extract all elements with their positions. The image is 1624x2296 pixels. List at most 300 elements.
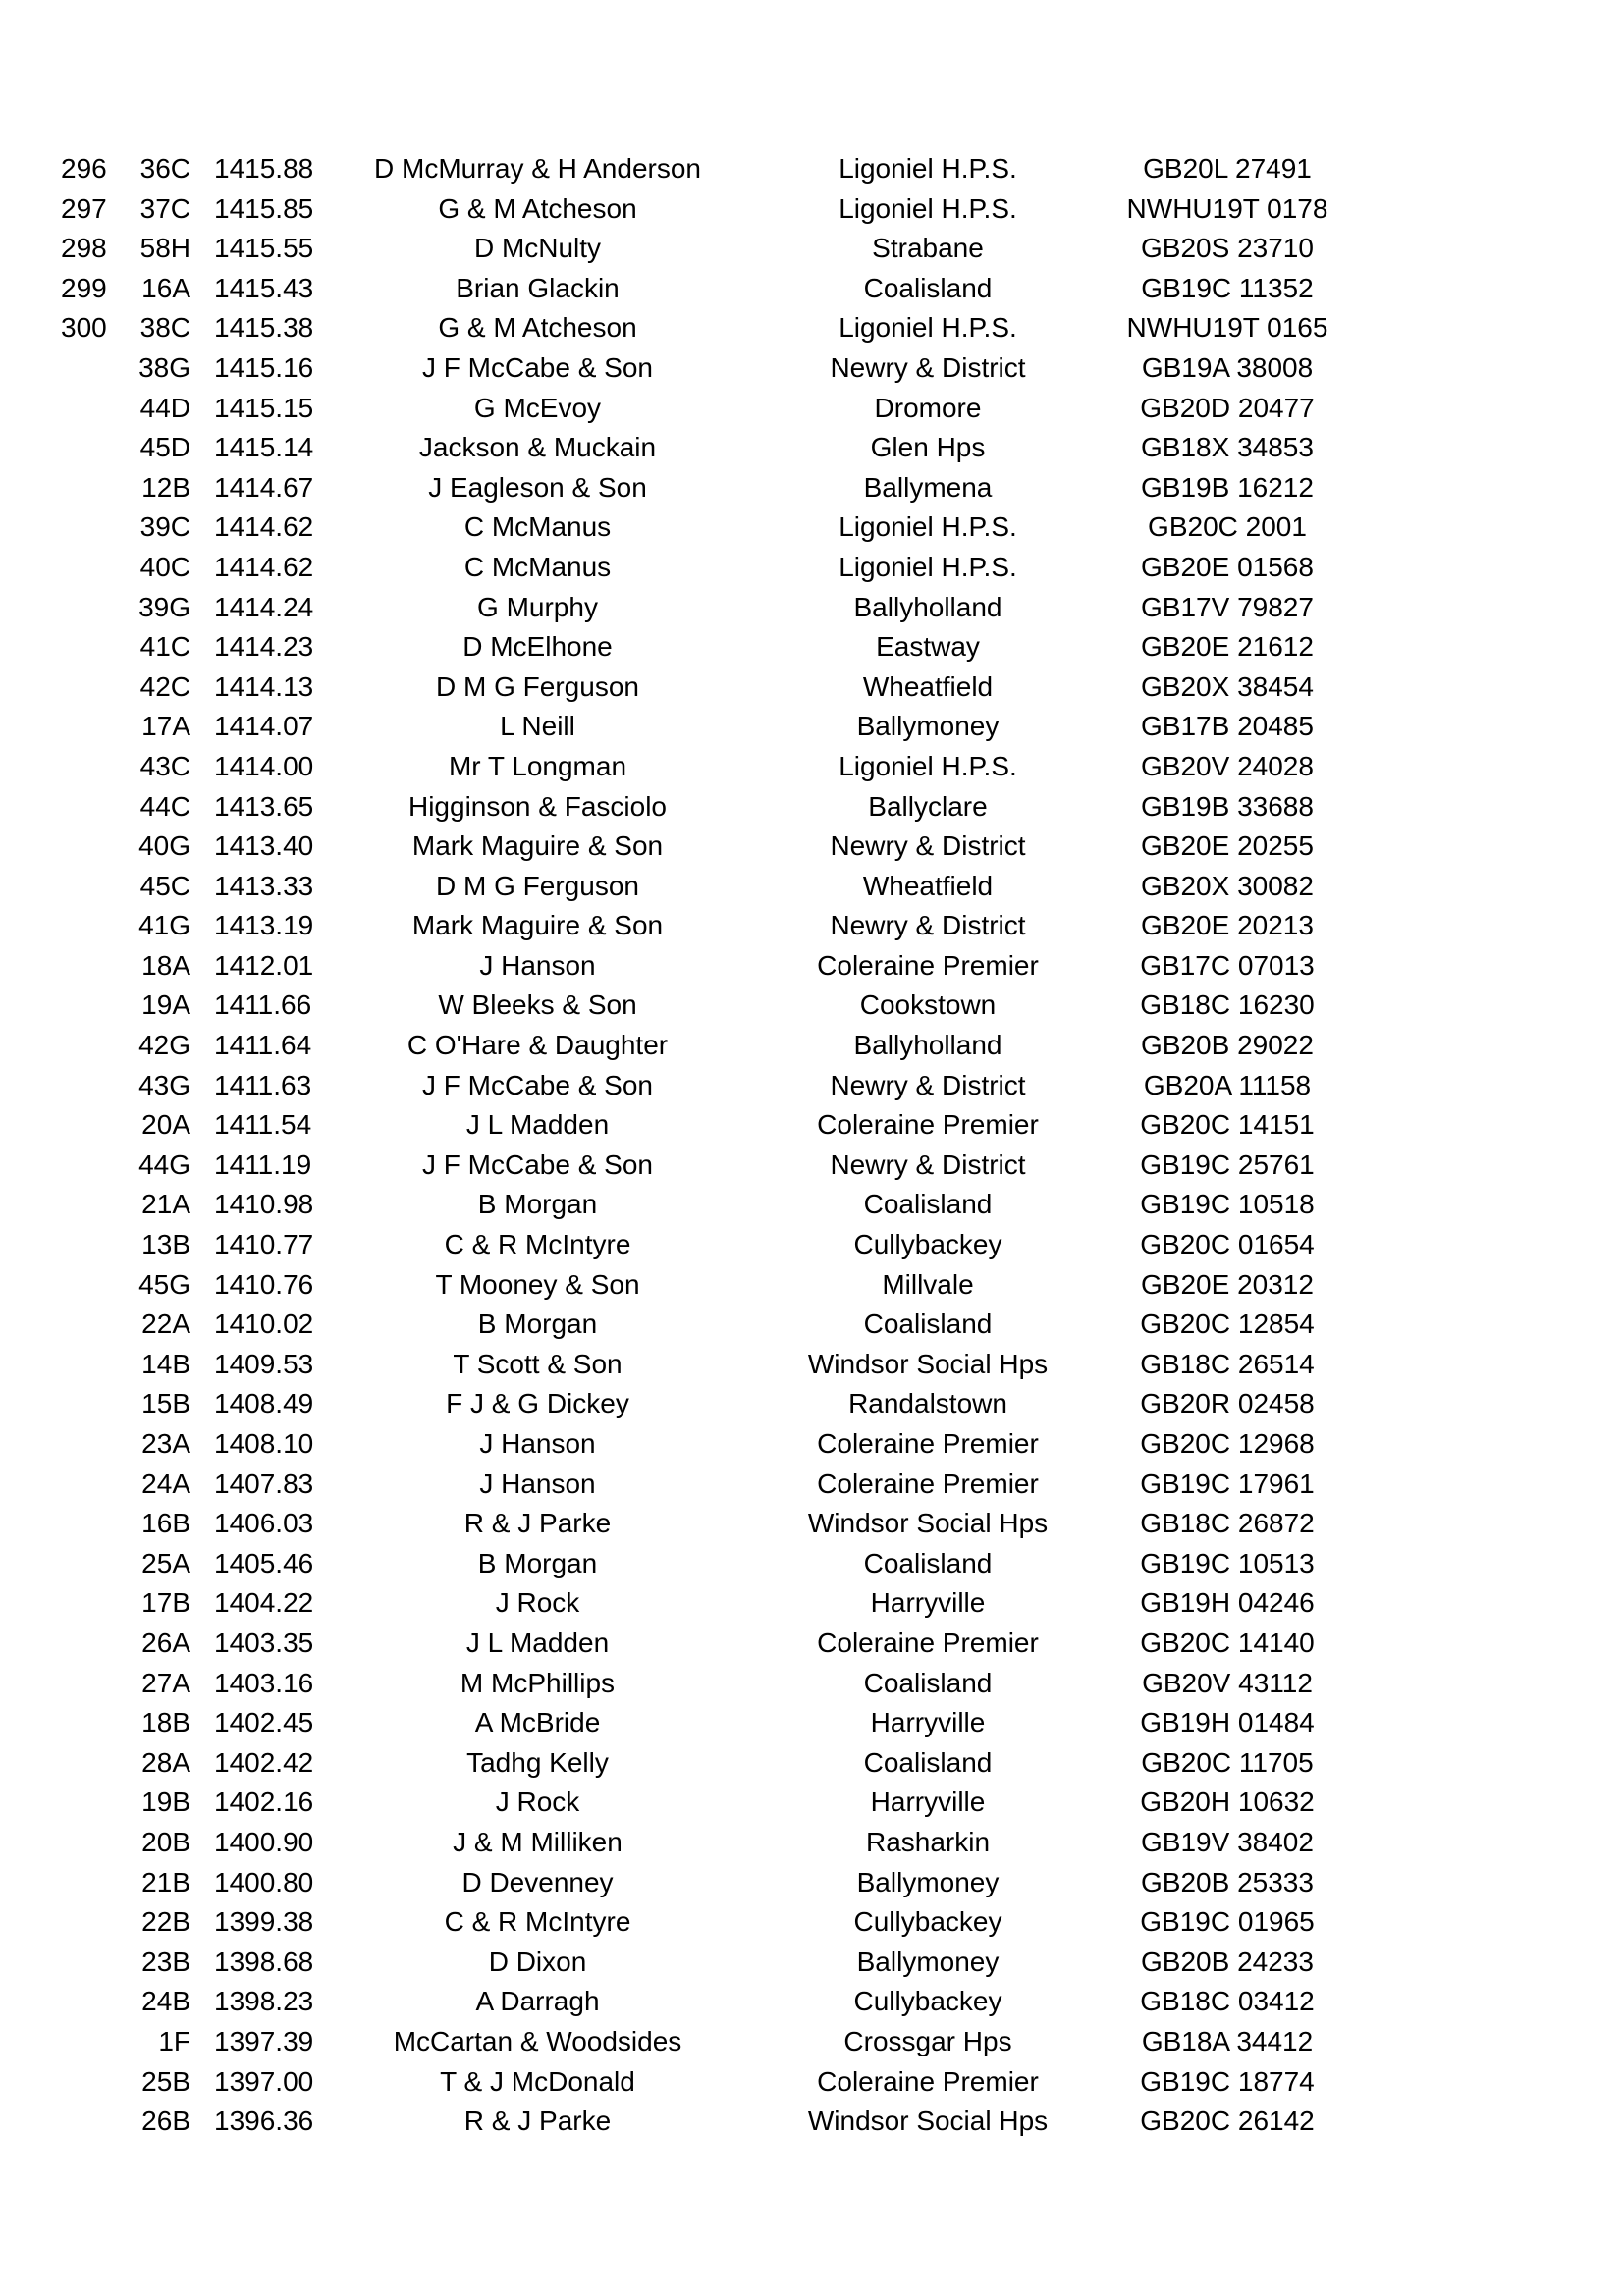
club-cell: Newry & District <box>830 910 1026 941</box>
ring-number-cell: GB20E 21612 <box>1141 631 1314 663</box>
table-row <box>0 827 1624 867</box>
ring-number-cell: GB19B 33688 <box>1141 790 1314 822</box>
velocity-cell: 1410.76 <box>214 1268 314 1300</box>
table-row <box>0 1026 1624 1066</box>
member-name-cell: J Rock <box>495 1787 580 1818</box>
member-name-cell: J & M Milliken <box>453 1826 623 1857</box>
member-name-cell: Brian Glackin <box>456 272 620 303</box>
velocity-cell: 1408.49 <box>214 1388 314 1419</box>
club-cell: Crossgar Hps <box>843 2025 1012 2056</box>
table-row <box>0 308 1624 348</box>
member-name-cell: J Hanson <box>479 949 596 981</box>
velocity-cell: 1415.85 <box>214 192 314 224</box>
pen-cell: 16A <box>141 272 190 303</box>
pen-cell: 39C <box>139 511 190 543</box>
club-cell: Ballyholland <box>853 591 1002 622</box>
pen-cell: 25A <box>141 1547 190 1578</box>
pen-cell: 20B <box>141 1826 190 1857</box>
velocity-cell: 1413.65 <box>214 790 314 822</box>
table-row <box>0 946 1624 987</box>
velocity-cell: 1402.42 <box>214 1746 314 1778</box>
ring-number-cell: GB20E 01568 <box>1141 551 1314 582</box>
member-name-cell: J F McCabe & Son <box>422 351 653 383</box>
club-cell: Rasharkin <box>865 1826 991 1857</box>
ring-number-cell: GB20C 14140 <box>1140 1627 1315 1658</box>
pen-cell: 41C <box>139 631 190 663</box>
member-name-cell: B Morgan <box>477 1308 598 1340</box>
pen-cell: 18A <box>141 949 190 981</box>
club-cell: Wheatfield <box>862 870 994 901</box>
ring-number-cell: GB20X 30082 <box>1141 870 1314 901</box>
pen-cell: 22A <box>141 1308 190 1340</box>
club-cell: Cookstown <box>859 989 997 1021</box>
table-row <box>0 507 1624 548</box>
ring-number-cell: GB19H 04246 <box>1140 1587 1315 1619</box>
pen-cell: 42G <box>138 1030 190 1061</box>
pen-cell: 44D <box>139 392 190 423</box>
pen-cell: 41G <box>138 910 190 941</box>
velocity-cell: 1414.07 <box>214 711 314 742</box>
velocity-cell: 1414.62 <box>214 551 314 582</box>
velocity-cell: 1402.45 <box>214 1707 314 1738</box>
club-cell: Coleraine Premier <box>817 2065 1039 2097</box>
member-name-cell: J F McCabe & Son <box>422 1148 653 1180</box>
ring-number-cell: GB20X 38454 <box>1141 670 1314 702</box>
table-row <box>0 1225 1624 1265</box>
pen-cell: 15B <box>141 1388 190 1419</box>
velocity-cell: 1413.19 <box>214 910 314 941</box>
ring-number-cell: GB19C 18774 <box>1140 2065 1315 2097</box>
pen-cell: 13B <box>141 1229 190 1260</box>
ring-number-cell: GB20C 26142 <box>1140 2106 1315 2137</box>
velocity-cell: 1411.19 <box>214 1148 312 1180</box>
club-cell: Harryville <box>870 1787 986 1818</box>
ring-number-cell: GB18A 34412 <box>1141 2025 1314 2056</box>
table-row <box>0 189 1624 230</box>
pen-cell: 19B <box>141 1787 190 1818</box>
results-table <box>0 149 1624 2142</box>
pen-cell: 58H <box>139 233 190 264</box>
member-name-cell: C & R McIntyre <box>444 1906 631 1938</box>
club-cell: Ballyholland <box>853 1030 1002 1061</box>
table-row <box>0 1823 1624 1863</box>
pen-cell: 38G <box>138 351 190 383</box>
table-row <box>0 1504 1624 1544</box>
rank-cell: 297 <box>61 192 107 224</box>
member-name-cell: R & J Parke <box>463 1508 612 1539</box>
velocity-cell: 1400.80 <box>214 1866 314 1897</box>
club-cell: Ligoniel H.P.S. <box>839 153 1017 184</box>
table-row <box>0 1863 1624 1903</box>
member-name-cell: R & J Parke <box>463 2106 612 2137</box>
pen-cell: 22B <box>141 1906 190 1938</box>
pen-cell: 28A <box>141 1746 190 1778</box>
pen-cell: 16B <box>141 1508 190 1539</box>
ring-number-cell: GB20E 20312 <box>1141 1268 1314 1300</box>
ring-number-cell: GB19V 38402 <box>1141 1826 1314 1857</box>
velocity-cell: 1411.54 <box>214 1109 312 1141</box>
table-row <box>0 1743 1624 1784</box>
member-name-cell: J L Madden <box>465 1109 610 1141</box>
member-name-cell: L Neill <box>500 711 575 742</box>
ring-number-cell: GB20C 12854 <box>1140 1308 1315 1340</box>
pen-cell: 43G <box>138 1069 190 1100</box>
ring-number-cell: GB17V 79827 <box>1141 591 1314 622</box>
rank-cell: 298 <box>61 233 107 264</box>
velocity-cell: 1396.36 <box>214 2106 314 2137</box>
table-row <box>0 468 1624 508</box>
member-name-cell: C & R McIntyre <box>444 1229 631 1260</box>
table-row <box>0 667 1624 708</box>
club-cell: Ligoniel H.P.S. <box>839 192 1017 224</box>
velocity-cell: 1403.16 <box>214 1667 314 1698</box>
velocity-cell: 1409.53 <box>214 1348 314 1379</box>
club-cell: Cullybackey <box>853 1229 1002 1260</box>
velocity-cell: 1414.00 <box>214 750 314 781</box>
table-row <box>0 906 1624 946</box>
velocity-cell: 1414.67 <box>214 471 314 503</box>
club-cell: Coleraine Premier <box>817 1468 1039 1499</box>
club-cell: Windsor Social Hps <box>807 2106 1049 2137</box>
velocity-cell: 1414.23 <box>214 631 314 663</box>
member-name-cell: D McMurray & H Anderson <box>374 153 701 184</box>
table-row <box>0 2102 1624 2142</box>
club-cell: Harryville <box>870 1587 986 1619</box>
ring-number-cell: GB18C 26514 <box>1140 1348 1315 1379</box>
pen-cell: 17B <box>141 1587 190 1619</box>
ring-number-cell: GB20B 24233 <box>1141 1946 1314 1977</box>
velocity-cell: 1408.10 <box>214 1428 314 1459</box>
table-row <box>0 588 1624 628</box>
pen-cell: 12B <box>141 471 190 503</box>
club-cell: Coalisland <box>863 1308 993 1340</box>
ring-number-cell: GB20D 20477 <box>1140 392 1315 423</box>
pen-cell: 44C <box>139 790 190 822</box>
pen-cell: 26B <box>141 2106 190 2137</box>
club-cell: Harryville <box>870 1707 986 1738</box>
member-name-cell: Mr T Longman <box>448 750 627 781</box>
club-cell: Ligoniel H.P.S. <box>839 312 1017 344</box>
velocity-cell: 1410.02 <box>214 1308 314 1340</box>
velocity-cell: 1415.16 <box>214 351 314 383</box>
club-cell: Windsor Social Hps <box>807 1508 1049 1539</box>
table-row <box>0 1105 1624 1146</box>
table-row <box>0 986 1624 1026</box>
ring-number-cell: GB17C 07013 <box>1140 949 1315 981</box>
ring-number-cell: NWHU19T 0165 <box>1126 312 1328 344</box>
club-cell: Dromore <box>874 392 982 423</box>
member-name-cell: J F McCabe & Son <box>422 1069 653 1100</box>
table-row <box>0 2022 1624 2062</box>
velocity-cell: 1407.83 <box>214 1468 314 1499</box>
club-cell: Coalisland <box>863 1547 993 1578</box>
table-row <box>0 1664 1624 1704</box>
ring-number-cell: GB20V 24028 <box>1141 750 1314 781</box>
ring-number-cell: GB19C 11352 <box>1141 272 1314 303</box>
table-row <box>0 1345 1624 1385</box>
pen-cell: 45C <box>139 870 190 901</box>
ring-number-cell: GB18C 26872 <box>1140 1508 1315 1539</box>
velocity-cell: 1411.66 <box>214 989 312 1021</box>
velocity-cell: 1398.23 <box>214 1986 314 2017</box>
ring-number-cell: GB20S 23710 <box>1141 233 1314 264</box>
rank-cell: 300 <box>61 312 107 344</box>
pen-cell: 27A <box>141 1667 190 1698</box>
club-cell: Coleraine Premier <box>817 1428 1039 1459</box>
ring-number-cell: GB20E 20213 <box>1141 910 1314 941</box>
table-row <box>0 389 1624 429</box>
ring-number-cell: GB17B 20485 <box>1141 711 1314 742</box>
velocity-cell: 1402.16 <box>214 1787 314 1818</box>
member-name-cell: G & M Atcheson <box>438 312 637 344</box>
member-name-cell: B Morgan <box>477 1189 598 1220</box>
member-name-cell: Mark Maguire & Son <box>411 910 664 941</box>
velocity-cell: 1411.64 <box>214 1030 312 1061</box>
velocity-cell: 1415.14 <box>214 432 314 463</box>
table-row <box>0 229 1624 269</box>
table-row <box>0 747 1624 787</box>
member-name-cell: C O'Hare & Daughter <box>406 1030 669 1061</box>
pen-cell: 18B <box>141 1707 190 1738</box>
table-row <box>0 787 1624 828</box>
club-cell: Coalisland <box>863 1189 993 1220</box>
pen-cell: 21A <box>141 1189 190 1220</box>
table-row <box>0 1583 1624 1624</box>
ring-number-cell: GB20L 27491 <box>1143 153 1312 184</box>
member-name-cell: McCartan & Woodsides <box>393 2025 682 2056</box>
member-name-cell: W Bleeks & Son <box>438 989 637 1021</box>
member-name-cell: C McManus <box>463 511 612 543</box>
ring-number-cell: GB20B 29022 <box>1141 1030 1314 1061</box>
club-cell: Coleraine Premier <box>817 1627 1039 1658</box>
velocity-cell: 1415.55 <box>214 233 314 264</box>
velocity-cell: 1399.38 <box>214 1906 314 1938</box>
club-cell: Ligoniel H.P.S. <box>839 511 1017 543</box>
table-row <box>0 1066 1624 1106</box>
member-name-cell: J Hanson <box>479 1468 596 1499</box>
pen-cell: 14B <box>141 1348 190 1379</box>
table-row <box>0 1384 1624 1424</box>
table-row <box>0 1783 1624 1823</box>
member-name-cell: Mark Maguire & Son <box>411 830 664 862</box>
club-cell: Cullybackey <box>853 1986 1002 2017</box>
ring-number-cell: GB19B 16212 <box>1141 471 1314 503</box>
table-row <box>0 1982 1624 2022</box>
club-cell: Windsor Social Hps <box>807 1348 1049 1379</box>
pen-cell: 21B <box>141 1866 190 1897</box>
ring-number-cell: GB20C 01654 <box>1140 1229 1315 1260</box>
club-cell: Eastway <box>876 631 980 663</box>
pen-cell: 37C <box>139 192 190 224</box>
pen-cell: 40G <box>138 830 190 862</box>
club-cell: Coleraine Premier <box>817 1109 1039 1141</box>
velocity-cell: 1415.15 <box>214 392 314 423</box>
pen-cell: 20A <box>141 1109 190 1141</box>
member-name-cell: G Murphy <box>477 591 598 622</box>
club-cell: Ballymoney <box>856 711 1000 742</box>
table-row <box>0 707 1624 747</box>
club-cell: Glen Hps <box>870 432 986 463</box>
club-cell: Coleraine Premier <box>817 949 1039 981</box>
velocity-cell: 1411.63 <box>214 1069 312 1100</box>
pen-cell: 45G <box>138 1268 190 1300</box>
table-row <box>0 1424 1624 1465</box>
velocity-cell: 1415.88 <box>214 153 314 184</box>
club-cell: Ballyclare <box>868 790 988 822</box>
velocity-cell: 1410.98 <box>214 1189 314 1220</box>
ring-number-cell: GB20V 43112 <box>1142 1667 1313 1698</box>
velocity-cell: 1414.62 <box>214 511 314 543</box>
member-name-cell: T & J McDonald <box>440 2065 635 2097</box>
table-row <box>0 1624 1624 1664</box>
table-row <box>0 1465 1624 1505</box>
ring-number-cell: GB20R 02458 <box>1140 1388 1315 1419</box>
pen-cell: 1F <box>158 2025 190 2056</box>
member-name-cell: T Scott & Son <box>453 1348 623 1379</box>
member-name-cell: D M G Ferguson <box>436 870 639 901</box>
member-name-cell: J L Madden <box>465 1627 610 1658</box>
member-name-cell: M McPhillips <box>460 1667 616 1698</box>
table-row <box>0 1265 1624 1306</box>
member-name-cell: B Morgan <box>477 1547 598 1578</box>
velocity-cell: 1415.43 <box>214 272 314 303</box>
table-row <box>0 1544 1624 1584</box>
table-row <box>0 2062 1624 2103</box>
ring-number-cell: GB20A 11158 <box>1143 1069 1312 1100</box>
ring-number-cell: GB20C 11705 <box>1141 1746 1314 1778</box>
velocity-cell: 1404.22 <box>214 1587 314 1619</box>
member-name-cell: D McElhone <box>462 631 613 663</box>
ring-number-cell: GB19C 10513 <box>1140 1547 1315 1578</box>
ring-number-cell: GB20H 10632 <box>1140 1787 1315 1818</box>
member-name-cell: D Devenney <box>461 1866 614 1897</box>
table-row <box>0 1305 1624 1345</box>
ring-number-cell: GB20B 25333 <box>1141 1866 1314 1897</box>
member-name-cell: G McEvoy <box>473 392 602 423</box>
table-row <box>0 1703 1624 1743</box>
pen-cell: 39G <box>138 591 190 622</box>
velocity-cell: 1414.24 <box>214 591 314 622</box>
club-cell: Newry & District <box>830 1148 1026 1180</box>
velocity-cell: 1414.13 <box>214 670 314 702</box>
club-cell: Coalisland <box>863 1667 993 1698</box>
club-cell: Newry & District <box>830 830 1026 862</box>
velocity-cell: 1397.39 <box>214 2025 314 2056</box>
table-row <box>0 269 1624 309</box>
pen-cell: 43C <box>139 750 190 781</box>
table-row <box>0 627 1624 667</box>
ring-number-cell: GB19C 17961 <box>1140 1468 1315 1499</box>
member-name-cell: J Hanson <box>479 1428 596 1459</box>
velocity-cell: 1406.03 <box>214 1508 314 1539</box>
velocity-cell: 1412.01 <box>214 949 314 981</box>
member-name-cell: D McNulty <box>473 233 602 264</box>
club-cell: Wheatfield <box>862 670 994 702</box>
pen-cell: 36C <box>139 153 190 184</box>
member-name-cell: J Rock <box>495 1587 580 1619</box>
ring-number-cell: GB18C 03412 <box>1140 1986 1315 2017</box>
ring-number-cell: GB19C 10518 <box>1140 1189 1315 1220</box>
velocity-cell: 1398.68 <box>214 1946 314 1977</box>
member-name-cell: F J & G Dickey <box>446 1388 629 1419</box>
member-name-cell: Higginson & Fasciolo <box>407 790 668 822</box>
member-name-cell: A Darragh <box>475 1986 600 2017</box>
club-cell: Millvale <box>882 1268 974 1300</box>
pen-cell: 44G <box>138 1148 190 1180</box>
member-name-cell: D M G Ferguson <box>436 670 639 702</box>
club-cell: Randalstown <box>848 1388 1007 1419</box>
pen-cell: 38C <box>139 312 190 344</box>
table-row <box>0 548 1624 588</box>
club-cell: Coalisland <box>863 1746 993 1778</box>
member-name-cell: J Eagleson & Son <box>428 471 647 503</box>
member-name-cell: G & M Atcheson <box>438 192 637 224</box>
ring-number-cell: NWHU19T 0178 <box>1126 192 1328 224</box>
table-row <box>0 1902 1624 1943</box>
pen-cell: 40C <box>139 551 190 582</box>
club-cell: Coalisland <box>863 272 993 303</box>
member-name-cell: T Mooney & Son <box>435 1268 640 1300</box>
club-cell: Cullybackey <box>853 1906 1002 1938</box>
table-row <box>0 149 1624 189</box>
pen-cell: 26A <box>141 1627 190 1658</box>
club-cell: Ballymoney <box>856 1946 1000 1977</box>
ring-number-cell: GB19C 25761 <box>1140 1148 1315 1180</box>
member-name-cell: A McBride <box>474 1707 601 1738</box>
velocity-cell: 1405.46 <box>214 1547 314 1578</box>
velocity-cell: 1410.77 <box>214 1229 314 1260</box>
club-cell: Strabane <box>872 233 984 264</box>
ring-number-cell: GB19H 01484 <box>1140 1707 1315 1738</box>
member-name-cell: C McManus <box>463 551 612 582</box>
rank-cell: 296 <box>61 153 107 184</box>
pen-cell: 45D <box>139 432 190 463</box>
velocity-cell: 1403.35 <box>214 1627 314 1658</box>
club-cell: Ballymoney <box>856 1866 1000 1897</box>
club-cell: Newry & District <box>830 1069 1026 1100</box>
ring-number-cell: GB20C 14151 <box>1140 1109 1315 1141</box>
member-name-cell: Jackson & Muckain <box>418 432 657 463</box>
pen-cell: 23A <box>141 1428 190 1459</box>
pen-cell: 19A <box>141 989 190 1021</box>
pen-cell: 23B <box>141 1946 190 1977</box>
velocity-cell: 1415.38 <box>214 312 314 344</box>
pen-cell: 17A <box>141 711 190 742</box>
ring-number-cell: GB19A 38008 <box>1141 351 1314 383</box>
club-cell: Ligoniel H.P.S. <box>839 750 1017 781</box>
ring-number-cell: GB20E 20255 <box>1141 830 1314 862</box>
ring-number-cell: GB20C 2001 <box>1148 511 1307 543</box>
ring-number-cell: GB18X 34853 <box>1141 432 1314 463</box>
ring-number-cell: GB19C 01965 <box>1140 1906 1315 1938</box>
table-row <box>0 348 1624 389</box>
table-row <box>0 1185 1624 1225</box>
pen-cell: 24A <box>141 1468 190 1499</box>
ring-number-cell: GB18C 16230 <box>1140 989 1315 1021</box>
table-row <box>0 867 1624 907</box>
table-row <box>0 1146 1624 1186</box>
pen-cell: 42C <box>139 670 190 702</box>
velocity-cell: 1400.90 <box>214 1826 314 1857</box>
rank-cell: 299 <box>61 272 107 303</box>
ring-number-cell: GB20C 12968 <box>1140 1428 1315 1459</box>
club-cell: Ligoniel H.P.S. <box>839 551 1017 582</box>
club-cell: Newry & District <box>830 351 1026 383</box>
table-row <box>0 1943 1624 1983</box>
velocity-cell: 1413.33 <box>214 870 314 901</box>
club-cell: Ballymena <box>863 471 993 503</box>
member-name-cell: Tadhg Kelly <box>466 1746 609 1778</box>
